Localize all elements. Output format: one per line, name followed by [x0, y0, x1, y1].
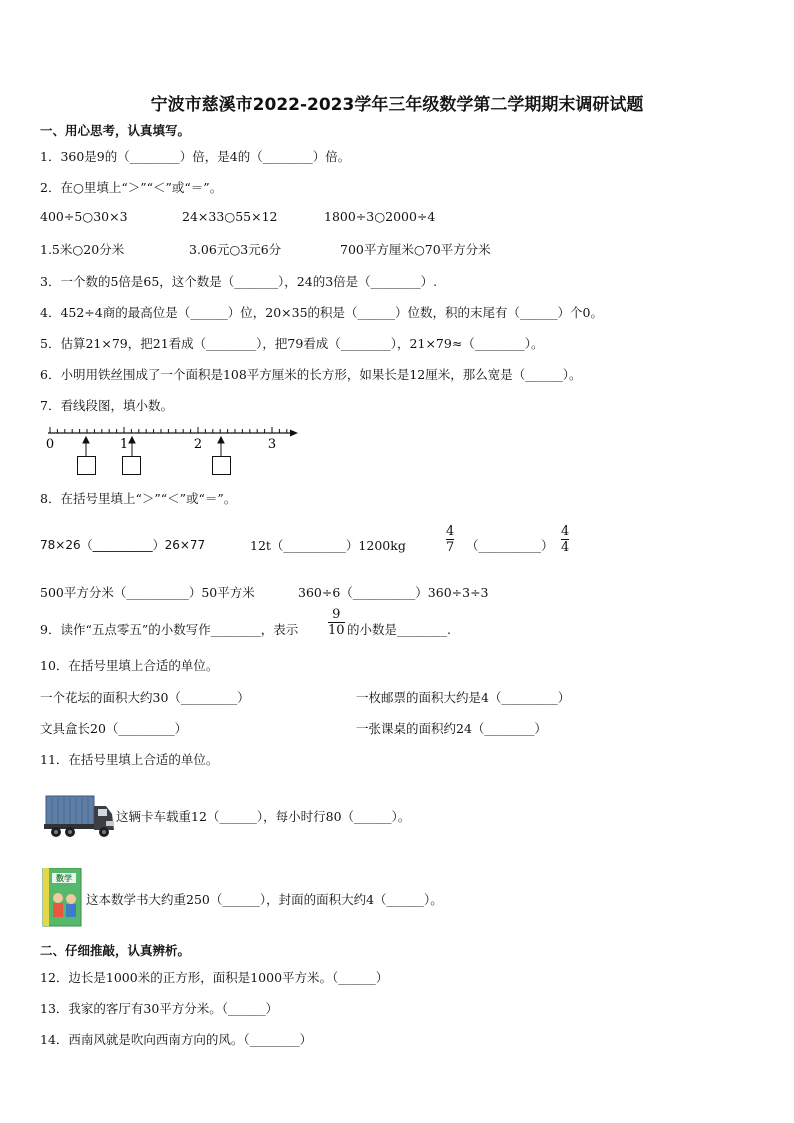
- page-title: 宁波市慈溪市2022-2023学年三年级数学第二学期期末调研试题: [150, 95, 644, 115]
- tick-label-0: 0: [45, 437, 55, 452]
- question-12: 12．边长是1000米的正方形，面积是1000平方米。（______）: [40, 970, 389, 985]
- q2-item-6: 700平方厘米○70平方分米: [340, 242, 491, 257]
- arrow-head-icon: [290, 430, 298, 437]
- number-line-pointers: [40, 436, 260, 458]
- q8-expr-3: （__________）: [466, 538, 554, 553]
- question-9-part-b: 的小数是________.: [347, 622, 451, 637]
- q11-book-text: 这本数学书大约重250（______），封面的面积大约4（______）。: [86, 892, 443, 907]
- book-cover-title: 数学: [56, 873, 72, 883]
- answer-box-2[interactable]: [122, 456, 141, 475]
- q10-item-2: 一枚邮票的面积大约是4（_________）: [356, 690, 571, 705]
- q10-item-1: 一个花坛的面积大约30（_________）: [40, 690, 250, 705]
- section-1-heading: 一、用心思考，认真填写。: [40, 123, 191, 138]
- answer-box-3[interactable]: [212, 456, 231, 475]
- question-11: 11．在括号里填上合适的单位。: [40, 752, 219, 767]
- question-8: 8．在括号里填上“＞”“＜”或“＝”。: [40, 491, 237, 506]
- q2-item-1: 400÷5○30×3: [40, 209, 128, 224]
- q9-fraction: $\frac{9}{10}$: [328, 607, 345, 638]
- q2-item-3: 1800÷3○2000÷4: [324, 209, 436, 224]
- question-7: 7．看线段图，填小数。: [40, 398, 173, 413]
- question-10: 10．在括号里填上合适的单位。: [40, 658, 219, 673]
- question-9-part-a: 9．读作“五点零五”的小数写作________，表示: [40, 622, 299, 637]
- question-1: 1．360是9的（________）倍，是4的（________）倍。: [40, 149, 351, 164]
- section-2-heading: 二、仔细推敲，认真辨析。: [40, 943, 191, 958]
- question-4: 4．452÷4商的最高位是（______）位，20×35的积是（______）位数，积的末尾有（______）个0。: [40, 305, 603, 320]
- q8-fraction-left: $\frac{4}{7}$: [446, 524, 455, 555]
- truck-icon: [44, 792, 116, 840]
- math-book-icon: [40, 868, 84, 928]
- answer-box-1[interactable]: [77, 456, 96, 475]
- q2-item-5: 3.06元○3元6分: [189, 242, 282, 257]
- q8-expr-2: 12t（__________）1200kg: [250, 538, 406, 553]
- q8-expr-5: 360÷6（__________）360÷3÷3: [298, 585, 489, 600]
- q8-expr-4: 500平方分米（__________）50平方米: [40, 585, 255, 600]
- q2-item-2: 24×33○55×12: [182, 209, 278, 224]
- q11-truck-text: 这辆卡车载重12（______），每小时行80（______）。: [116, 809, 411, 824]
- tick-label-3: 3: [267, 437, 277, 452]
- question-3: 3．一个数的5倍是65，这个数是（_______），24的3倍是（________）.: [40, 274, 438, 289]
- question-5: 5．估算21×79，把21看成（________），把79看成（________），21×79≈（________）。: [40, 336, 544, 351]
- q10-item-4: 一张课桌的面积约24（________）: [356, 721, 547, 736]
- question-6: 6．小明用铁丝围成了一个面积是108平方厘米的长方形，如果长是12厘米，那么宽是（______）。: [40, 367, 582, 382]
- question-14: 14．西南风就是吹向西南方向的风。（________）: [40, 1032, 313, 1047]
- tick-label-2: 2: [193, 437, 203, 452]
- tick-label-1: 1: [119, 437, 129, 452]
- question-2: 2．在○里填上“＞”“＜”或“＝”。: [40, 180, 223, 195]
- q8-fraction-right: $\frac{4}{4}$: [561, 524, 570, 555]
- q8-expr-1: 78×26（__________）26×77: [40, 538, 206, 552]
- q2-item-4: 1.5米○20分米: [40, 242, 125, 257]
- q10-item-3: 文具盒长20（_________）: [40, 721, 188, 736]
- question-13: 13．我家的客厅有30平方分米。（______）: [40, 1001, 279, 1016]
